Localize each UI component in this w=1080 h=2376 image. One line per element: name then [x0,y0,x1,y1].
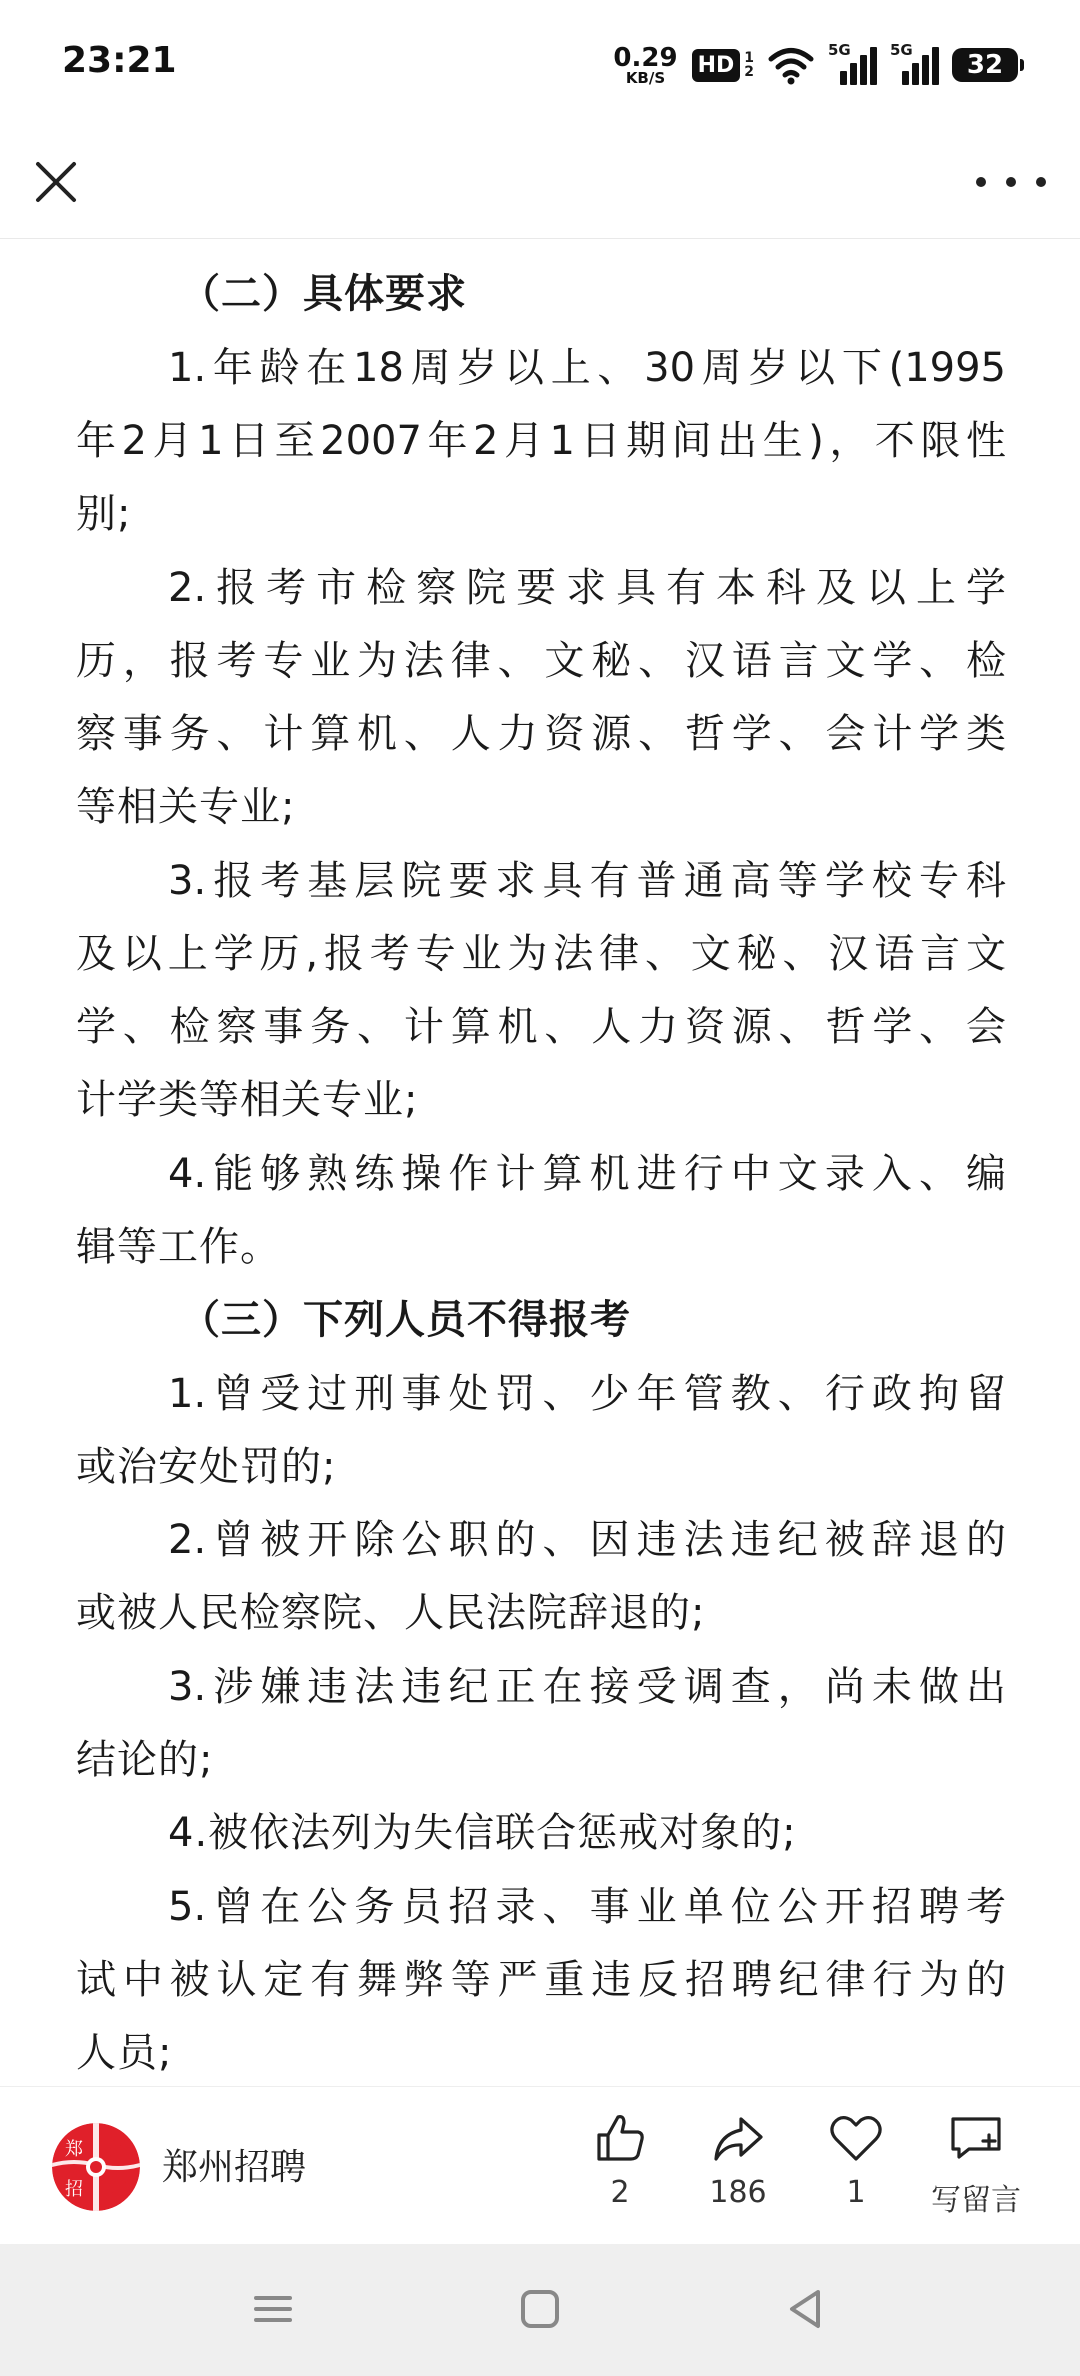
system-navigation-bar [0,2244,1080,2376]
article-line: 3.报考基层院要求具有普通高等学校专科 [168,858,1006,904]
article-line: 察事务、计算机、人力资源、哲学、会计学类 [76,711,1006,757]
article-line: 4.被依法列为失信联合惩戒对象的; [168,1810,797,1856]
logo-char: 郑 [65,2139,83,2160]
hd-sub-label [744,51,754,79]
share-icon [709,2109,767,2167]
favorite-button[interactable] [796,2109,916,2210]
article-line: 等相关专业; [76,784,296,830]
hd-icon: HD [692,49,741,82]
article-line: 及以上学历,报考专业为法律、文秘、汉语言文 [76,931,1006,977]
wifi-icon [768,45,814,85]
share-button[interactable] [678,2109,798,2210]
menu-icon[interactable] [248,2284,298,2334]
top-nav [0,130,1080,239]
article-line: 人员; [76,2030,173,2076]
article-line: 试中被认定有舞弊等严重违反招聘纪律行为的 [76,1957,1006,2003]
like-count: 2 [610,2175,630,2210]
article-line: 2.曾被开除公职的、因违法违纪被辞退的 [168,1517,1006,1563]
article-body[interactable] [0,238,1080,2084]
article-line: 3.涉嫌违法违纪正在接受调查，尚未做出 [168,1664,1006,1710]
home-icon[interactable] [515,2284,565,2334]
signal-2-label: 5G [890,41,913,59]
article-line: 4.能够熟练操作计算机进行中文录入、编 [168,1151,1006,1197]
network-speed-value: 0.29 [613,42,678,73]
article-line: 或治安处罚的; [76,1444,337,1490]
signal-icon-2 [890,41,938,85]
article-line: 1.年龄在18周岁以上、30周岁以下(1995 [168,345,1006,391]
more-icon-dot [1006,177,1016,187]
article-line: 计学类等相关专业; [76,1077,419,1123]
status-icons [613,40,1018,90]
article-line: 2.报考市检察院要求具有本科及以上学 [168,565,1006,611]
article-line: 或被人民检察院、人民法院辞退的; [76,1590,706,1636]
signal-icon-1 [828,41,876,85]
like-button[interactable] [560,2109,680,2210]
hd-sub-2: 2 [744,64,754,80]
section-heading: （二）具体要求 [180,271,467,317]
article-line: 别; [76,491,132,537]
favorite-count: 1 [846,2175,866,2210]
battery-level: 32 [966,50,1004,80]
article-line: 历，报考专业为法律、文秘、汉语言文学、检 [76,638,1006,684]
comment-add-icon [947,2109,1005,2167]
back-icon[interactable] [780,2284,830,2334]
thumbs-up-icon [591,2109,649,2167]
network-speed-unit: KB/S [625,68,666,87]
status-bar [0,0,1080,130]
section-heading: （三）下列人员不得报考 [180,1297,631,1343]
share-count: 186 [709,2175,767,2210]
account-logo-icon [52,2123,140,2211]
close-icon [28,154,84,210]
more-icon-dot [1036,177,1046,187]
network-speed [613,42,678,87]
article-line: 结论的; [76,1737,214,1783]
more-icon-dot [976,177,986,187]
article-line: 5.曾在公务员招录、事业单位公开招聘考 [168,1884,1006,1930]
article-line: 年2月1日至2007年2月1日期间出生)，不限性 [76,418,1006,464]
hd-sub-1: 1 [744,50,754,66]
comment-label: 写留言 [931,2183,1021,2218]
bottom-action-bar [0,2086,1080,2245]
battery-icon [952,48,1018,82]
account-name[interactable]: 郑州招聘 [162,2147,307,2188]
logo-char: 州 [109,2139,127,2160]
more-button[interactable] [976,154,1046,210]
heart-icon [827,2109,885,2167]
article-line: 辑等工作。 [76,1224,281,1270]
article-line: 学、检察事务、计算机、人力资源、哲学、会 [76,1004,1006,1050]
article-line: 1.曾受过刑事处罚、少年管教、行政拘留 [168,1371,1006,1417]
comment-button[interactable] [916,2109,1036,2219]
signal-1-label: 5G [828,41,851,59]
close-button[interactable] [28,154,84,210]
account-avatar[interactable] [52,2123,140,2211]
logo-char: 聘 [109,2179,127,2200]
status-time: 23:21 [62,40,177,81]
logo-char: 招 [65,2179,83,2200]
